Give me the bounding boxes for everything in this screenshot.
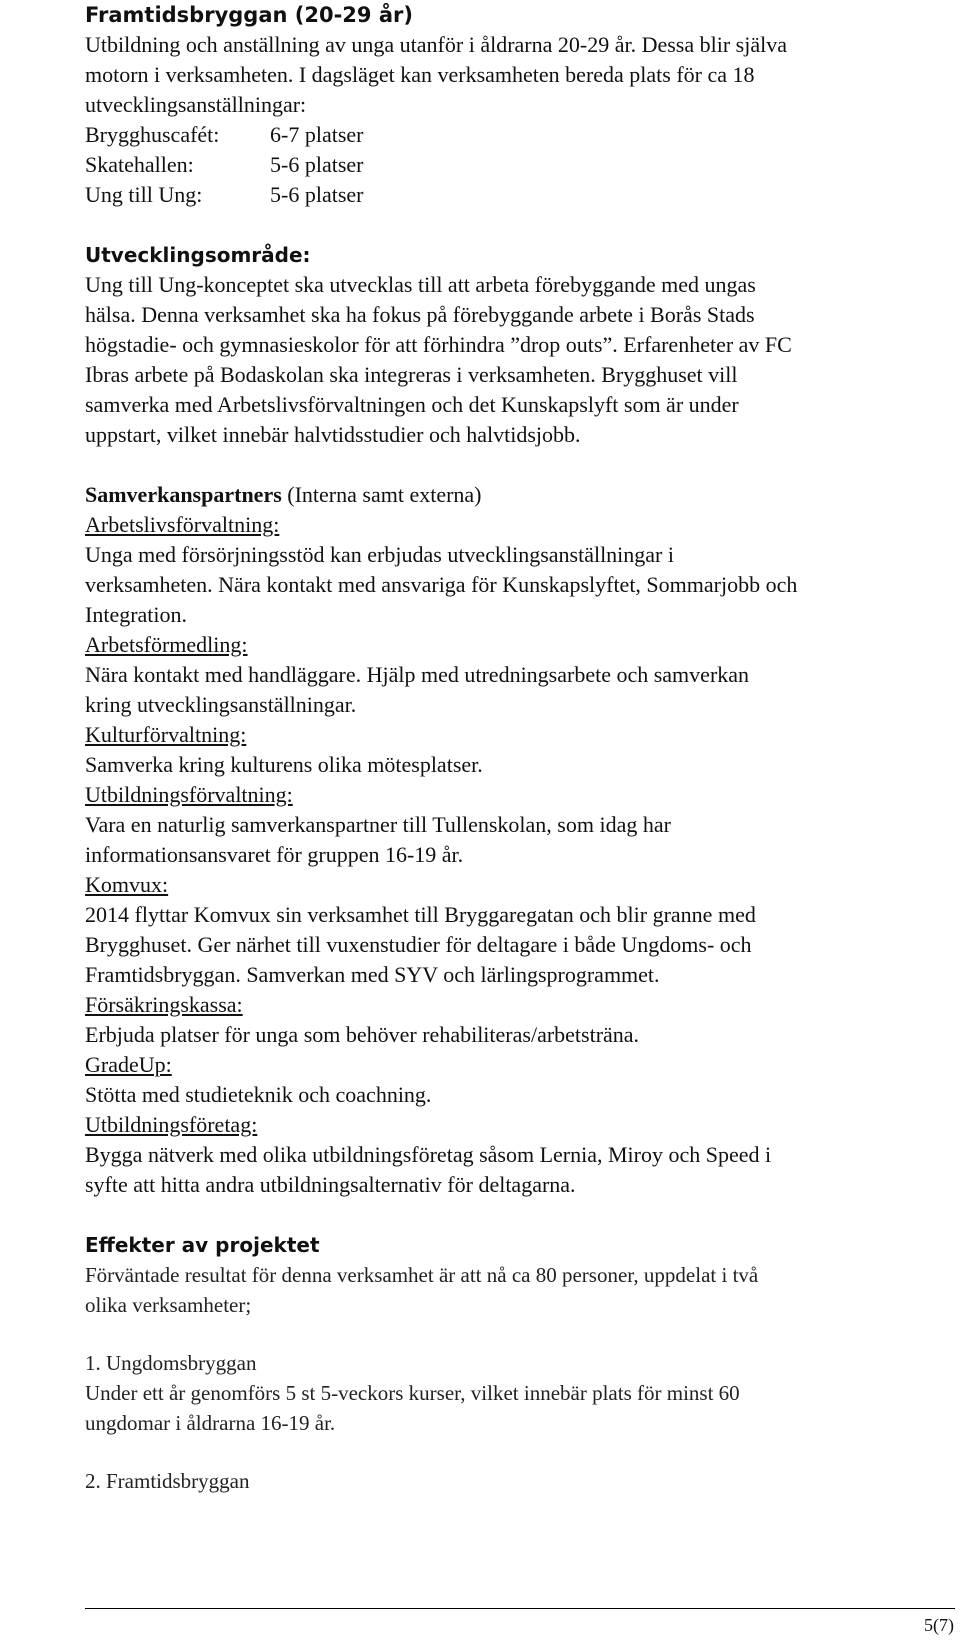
partner-name: GradeUp: bbox=[85, 1052, 172, 1077]
section-heading-samverkanspartners bbox=[85, 480, 955, 510]
body-line: olika verksamheter; bbox=[85, 1293, 252, 1317]
body-line: Utbildning och anställning av unga utanför i åldrarna 20-29 år. Dessa blir själva bbox=[85, 32, 787, 57]
partner-name: Kulturförvaltning: bbox=[85, 722, 247, 747]
partner-name: Försäkringskassa: bbox=[85, 992, 243, 1017]
body-line: Brygghuset. Ger närhet till vuxenstudier för deltagare i både Ungdoms- och bbox=[85, 932, 752, 957]
body-line: syfte att hitta andra utbildningsalternativ för deltagarna. bbox=[85, 1172, 576, 1197]
list-item-title: 2. Framtidsbryggan bbox=[85, 1469, 250, 1493]
body-line: 2014 flyttar Komvux sin verksamhet till Bryggaregatan och blir granne med bbox=[85, 902, 756, 927]
places-row bbox=[85, 120, 955, 150]
body-line: Stötta med studieteknik och coachning. bbox=[85, 1082, 432, 1107]
place-name: Brygghuscafét: bbox=[85, 122, 220, 147]
list-item-title: 1. Ungdomsbryggan bbox=[85, 1351, 257, 1375]
partner-name: Utbildningsföretag: bbox=[85, 1112, 258, 1137]
place-name: Skatehallen: bbox=[85, 152, 194, 177]
body-line: Ung till Ung-konceptet ska utvecklas till att arbeta förebyggande med ungas bbox=[85, 272, 756, 297]
body-line: informationsansvaret för gruppen 16-19 år. bbox=[85, 842, 464, 867]
places-row bbox=[85, 150, 955, 180]
body-line: Under ett år genomförs 5 st 5-veckors kurser, vilket innebär plats för minst 60 bbox=[85, 1381, 740, 1405]
body-line: hälsa. Denna verksamhet ska ha fokus på förebyggande arbete i Borås Stads bbox=[85, 302, 755, 327]
body-line: Integration. bbox=[85, 602, 188, 627]
body-line: Vara en naturlig samverkanspartner till Tullenskolan, som idag har bbox=[85, 812, 671, 837]
section-heading-effekter: Effekter av projektet bbox=[85, 1233, 320, 1257]
heading-rest: (Interna samt externa) bbox=[281, 482, 482, 507]
body-line: Ibras arbete på Bodaskolan ska integreras i verksamheten. Brygghuset vill bbox=[85, 362, 738, 387]
page-number: 5(7) bbox=[924, 1615, 954, 1635]
body-line: Framtidsbryggan. Samverkan med SYV och lärlingsprogrammet. bbox=[85, 962, 660, 987]
body-line: kring utvecklingsanställningar. bbox=[85, 692, 357, 717]
section-heading-utvecklingsomrade: Utvecklingsområde: bbox=[85, 243, 311, 267]
body-line: Samverka kring kulturens olika mötesplatser. bbox=[85, 752, 483, 777]
document-page bbox=[85, 0, 955, 1496]
footer-divider bbox=[85, 1608, 955, 1609]
body-line: ungdomar i åldrarna 16-19 år. bbox=[85, 1411, 336, 1435]
place-count: 5-6 platser bbox=[270, 152, 364, 177]
partner-name: Arbetsförmedling: bbox=[85, 632, 248, 657]
body-line: uppstart, vilket innebär halvtidsstudier och halvtidsjobb. bbox=[85, 422, 581, 447]
section-heading-framtidsbryggan: Framtidsbryggan (20-29 år) bbox=[85, 3, 413, 27]
body-line: utvecklingsanställningar: bbox=[85, 92, 307, 117]
body-line: Bygga nätverk med olika utbildningsföretag såsom Lernia, Miroy och Speed i bbox=[85, 1142, 772, 1167]
body-line: motorn i verksamheten. I dagsläget kan verksamheten bereda plats för ca 18 bbox=[85, 62, 755, 87]
place-count: 6-7 platser bbox=[270, 122, 364, 147]
body-line: Nära kontakt med handläggare. Hjälp med utredningsarbete och samverkan bbox=[85, 662, 750, 687]
body-line: verksamheten. Nära kontakt med ansvariga för Kunskapslyftet, Sommarjobb och bbox=[85, 572, 798, 597]
body-line: samverka med Arbetslivsförvaltningen och det Kunskapslyft som är under bbox=[85, 392, 739, 417]
body-line: Unga med försörjningsstöd kan erbjudas utvecklingsanställningar i bbox=[85, 542, 674, 567]
places-row bbox=[85, 180, 955, 210]
place-count: 5-6 platser bbox=[270, 182, 364, 207]
heading-bold: Samverkanspartners bbox=[85, 482, 282, 507]
place-name: Ung till Ung: bbox=[85, 182, 203, 207]
partner-name: Komvux: bbox=[85, 872, 169, 897]
body-line: Förväntade resultat för denna verksamhet är att nå ca 80 personer, uppdelat i två bbox=[85, 1263, 759, 1287]
body-line: högstadie- och gymnasieskolor för att förhindra ”drop outs”. Erfarenheter av FC bbox=[85, 332, 792, 357]
body-line: Erbjuda platser för unga som behöver rehabiliteras/arbetsträna. bbox=[85, 1022, 640, 1047]
partner-name: Arbetslivsförvaltning: bbox=[85, 512, 280, 537]
partner-name: Utbildningsförvaltning: bbox=[85, 782, 293, 807]
